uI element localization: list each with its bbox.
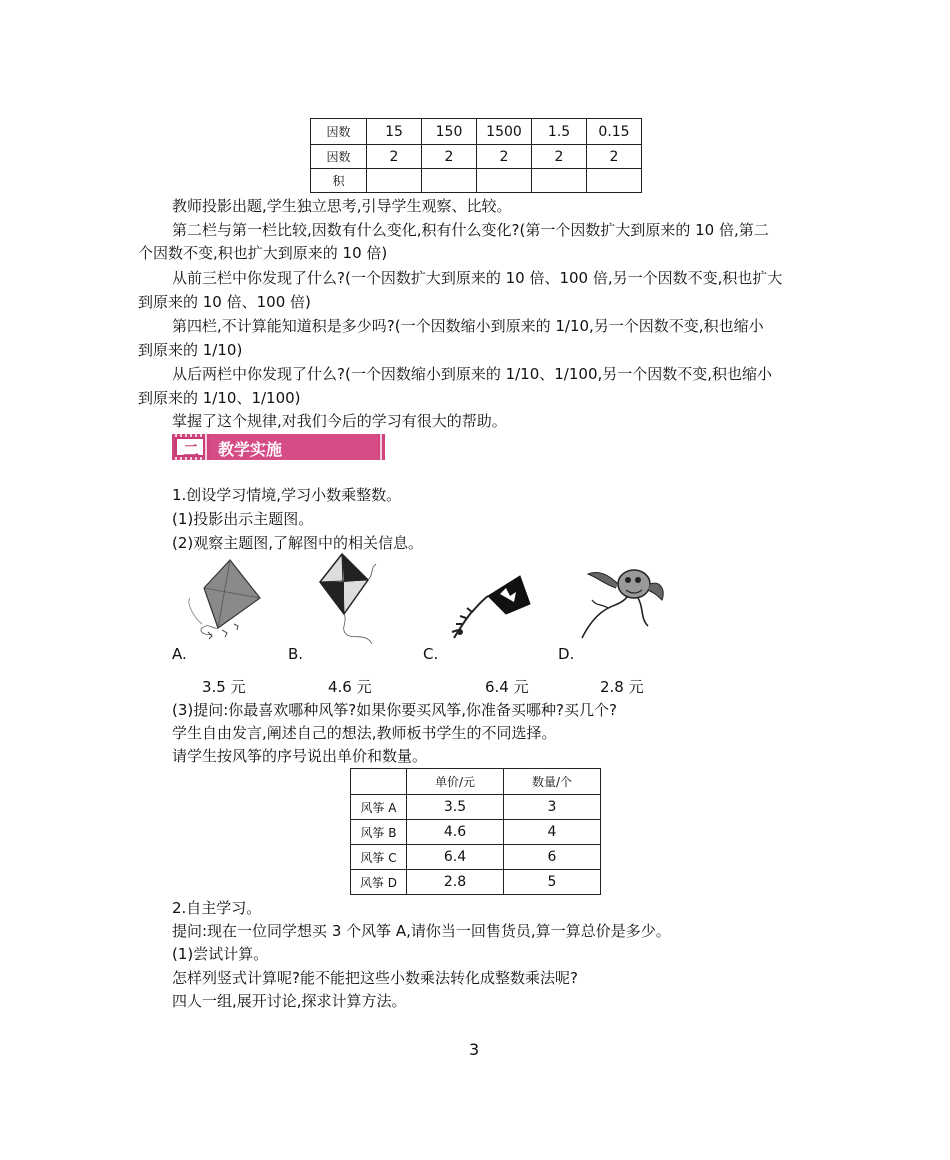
paragraph: 到原来的 1/10、1/100) [138,389,301,407]
paragraph: 掌握了这个规律,对我们今后的学习有很大的帮助。 [172,412,507,430]
paragraph: 四人一组,展开讨论,探求计算方法。 [172,992,407,1010]
paragraph: 教师投影出题,学生独立思考,引导学生观察、比较。 [172,197,512,215]
table-cell: 2 [367,145,422,169]
section-title: 教学实施 [218,440,283,459]
table-cell: 2.8 [407,870,504,895]
paragraph: 第四栏,不计算能知道积是多少吗?(一个因数缩小到原来的 1/10,另一个因数不变,积也缩小 [172,317,764,335]
factor-table [310,118,642,193]
table-cell: 2 [587,145,642,169]
table-cell: 6 [504,845,601,870]
paragraph: 请学生按风筝的序号说出单价和数量。 [172,747,428,765]
paragraph: 怎样列竖式计算呢?能不能把这些小数乘法转化成整数乘法呢? [172,969,578,987]
paragraph: (2)观察主题图,了解图中的相关信息。 [172,534,424,552]
kite-label: C. [423,645,439,663]
section-title-box [210,434,378,460]
table-cell: 4.6 [407,820,504,845]
table-cell: 1.5 [532,119,587,145]
table-header: 数量/个 [504,769,601,795]
paragraph: 到原来的 1/10) [138,341,243,359]
row-label: 因数 [311,145,367,169]
paragraph: 学生自由发言,阐述自己的想法,教师板书学生的不同选择。 [172,724,557,742]
kite-label: A. [172,645,187,663]
kite-a-image [182,558,262,643]
section-number-box [175,437,205,460]
paragraph: (3)提问:你最喜欢哪种风筝?如果你要买风筝,你准备买哪种?买几个? [172,701,617,719]
paragraph: 2.自主学习。 [172,899,262,917]
paragraph: (1)尝试计算。 [172,945,269,963]
kite-price: 4.6 元 [328,678,372,696]
table-cell [477,169,532,193]
table-cell [587,169,642,193]
table-cell: 2 [422,145,477,169]
table-cell: 6.4 [407,845,504,870]
paragraph: 到原来的 10 倍、100 倍) [138,293,311,311]
table-cell: 1500 [477,119,532,145]
row-label: 风筝 C [351,845,407,870]
table-header: 单价/元 [407,769,504,795]
table-cell: 4 [504,820,601,845]
section-banner [172,434,385,460]
row-label: 风筝 A [351,795,407,820]
paragraph: 从前三栏中你发现了什么?(一个因数扩大到原来的 10 倍、100 倍,另一个因数不变,积也扩大 [172,269,783,287]
table-cell: 150 [422,119,477,145]
table-cell: 15 [367,119,422,145]
kite-d-image [568,560,668,650]
kite-price-table [350,768,601,895]
table-cell: 0.15 [587,119,642,145]
row-label: 因数 [311,119,367,145]
page-number: 3 [469,1040,480,1059]
section-number: 二 [183,441,200,460]
table-cell: 2 [477,145,532,169]
kite-price: 3.5 元 [202,678,246,696]
table-cell: 2 [532,145,587,169]
row-label: 风筝 D [351,870,407,895]
table-cell: 3.5 [407,795,504,820]
kite-label: D. [558,645,575,663]
table-header [351,769,407,795]
table-cell [367,169,422,193]
kite-b-image [310,552,385,647]
table-cell: 3 [504,795,601,820]
paragraph: 第二栏与第一栏比较,因数有什么变化,积有什么变化?(第一个因数扩大到原来的 10 倍,第二 [172,221,769,239]
kite-label: B. [288,645,304,663]
kite-price: 2.8 元 [600,678,644,696]
kite-price: 6.4 元 [485,678,529,696]
paragraph: 个因数不变,积也扩大到原来的 10 倍) [138,244,388,262]
paragraph: (1)投影出示主题图。 [172,510,314,528]
table-cell [422,169,477,193]
table-cell: 5 [504,870,601,895]
kite-c-image [440,572,535,647]
row-label: 风筝 B [351,820,407,845]
row-label: 积 [311,169,367,193]
paragraph: 从后两栏中你发现了什么?(一个因数缩小到原来的 1/10、1/100,另一个因数不变,积也缩小 [172,365,773,383]
table-cell [532,169,587,193]
paragraph: 提问:现在一位同学想买 3 个风筝 A,请你当一回售货员,算一算总价是多少。 [172,922,671,940]
paragraph: 1.创设学习情境,学习小数乘整数。 [172,486,402,504]
